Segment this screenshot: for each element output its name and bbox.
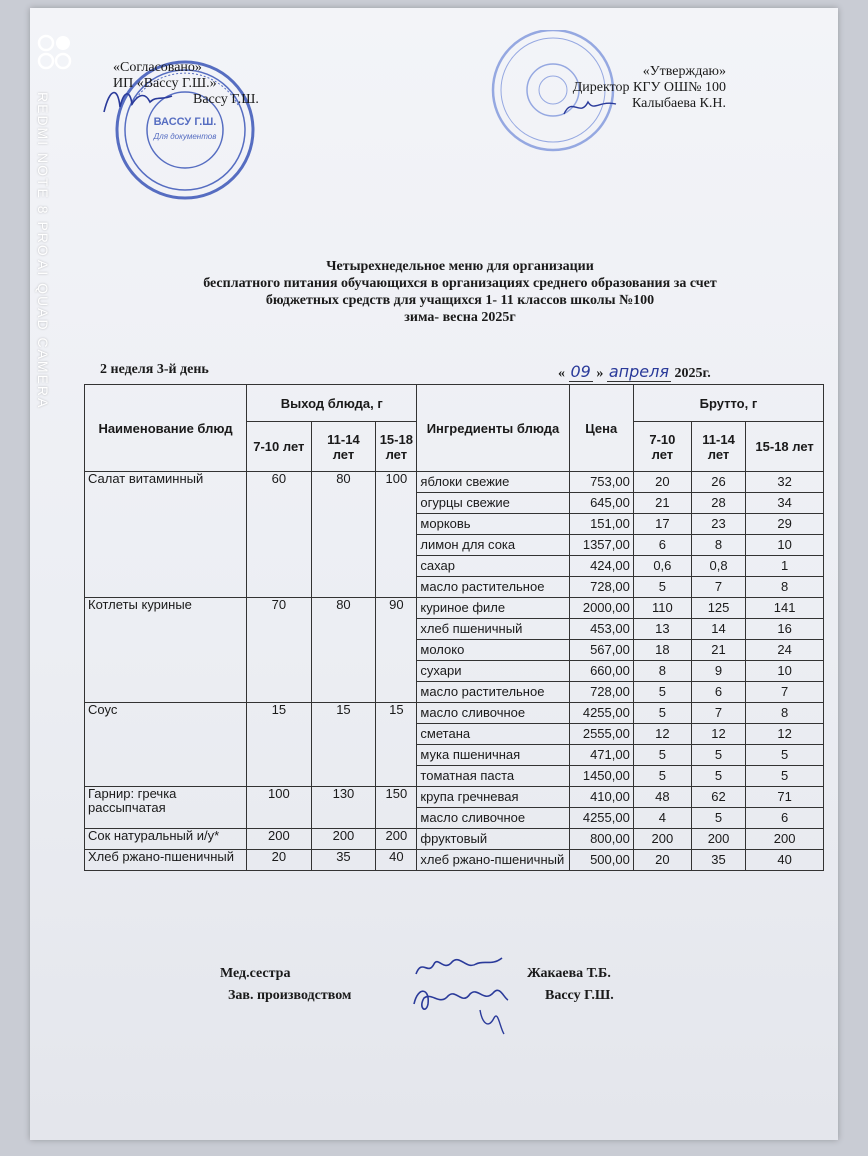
ingredient-price: 1450,00 — [569, 766, 633, 787]
ingredient-name: морковь — [417, 514, 569, 535]
ingredient-price: 645,00 — [569, 493, 633, 514]
table-row — [85, 850, 824, 871]
ingredient-price: 410,00 — [569, 787, 633, 808]
gross-age3: 5 — [746, 745, 824, 766]
table-row — [85, 598, 824, 619]
watermark-line1: REDMI NOTE 8 PRO — [35, 92, 51, 258]
header-price: Цена — [569, 385, 633, 472]
dish-name: Салат витаминный — [85, 472, 247, 598]
gross-age3: 32 — [746, 472, 824, 493]
approval-left-line3: Вассу Г.Ш. — [193, 92, 259, 107]
gross-age1: 8 — [633, 661, 691, 682]
gross-age2: 125 — [691, 598, 745, 619]
menu-table-body — [85, 472, 824, 871]
watermark-line2: AI QUAD CAMERA — [35, 259, 51, 410]
date-day: 09 — [570, 362, 591, 381]
table-row — [85, 787, 824, 808]
camera-dots-icon — [36, 34, 80, 74]
header-output-age1: 7-10 лет — [247, 422, 312, 472]
gross-age2: 14 — [691, 619, 745, 640]
gross-age1: 5 — [633, 766, 691, 787]
ingredient-name: куриное филе — [417, 598, 569, 619]
ingredient-price: 728,00 — [569, 682, 633, 703]
gross-age1: 5 — [633, 745, 691, 766]
date-quote-open: « — [558, 366, 565, 381]
ingredient-price: 1357,00 — [569, 535, 633, 556]
ingredient-price: 471,00 — [569, 745, 633, 766]
ingredient-price: 728,00 — [569, 577, 633, 598]
gross-age3: 8 — [746, 577, 824, 598]
gross-age2: 200 — [691, 829, 745, 850]
ingredient-price: 4255,00 — [569, 703, 633, 724]
dish-output-age2: 15 — [311, 703, 376, 787]
ingredient-name: томатная паста — [417, 766, 569, 787]
gross-age2: 7 — [691, 577, 745, 598]
gross-age3: 1 — [746, 556, 824, 577]
ingredient-price: 753,00 — [569, 472, 633, 493]
header-gross-age3: 15-18 лет — [746, 422, 824, 472]
approval-left-line2: ИП «Вассу Г.Ш.» — [113, 76, 217, 91]
title-line3: бюджетных средств для учащихся 1- 11 классов школы №100 — [265, 293, 655, 308]
camera-watermark — [34, 92, 52, 409]
ingredient-price: 2555,00 — [569, 724, 633, 745]
dish-output-age2: 130 — [311, 787, 376, 829]
ingredient-name: масло растительное — [417, 577, 569, 598]
table-row — [85, 472, 824, 493]
dish-output-age1: 60 — [247, 472, 312, 598]
gross-age3: 6 — [746, 808, 824, 829]
gross-age3: 10 — [746, 661, 824, 682]
title-line2: бесплатного питания обучающихся в организациях среднего образования за счет — [203, 276, 717, 291]
dish-output-age1: 15 — [247, 703, 312, 787]
gross-age1: 20 — [633, 472, 691, 493]
date-quote-close: » — [596, 366, 604, 381]
gross-age2: 23 — [691, 514, 745, 535]
dish-output-age1: 100 — [247, 787, 312, 829]
header-gross: Брутто, г — [633, 385, 823, 422]
gross-age1: 4 — [633, 808, 691, 829]
gross-age3: 16 — [746, 619, 824, 640]
gross-age3: 7 — [746, 682, 824, 703]
ingredient-name: хлеб ржано-пшеничный — [417, 850, 569, 871]
header-gross-age2: 11-14 лет — [691, 422, 745, 472]
gross-age3: 71 — [746, 787, 824, 808]
ingredient-name: масло сливочное — [417, 808, 569, 829]
dish-name: Соус — [85, 703, 247, 787]
gross-age3: 141 — [746, 598, 824, 619]
ingredient-price: 4255,00 — [569, 808, 633, 829]
week-day-label: 2 неделя 3-й день — [100, 362, 209, 377]
dish-output-age1: 70 — [247, 598, 312, 703]
gross-age3: 10 — [746, 535, 824, 556]
gross-age1: 0,6 — [633, 556, 691, 577]
gross-age2: 12 — [691, 724, 745, 745]
gross-age3: 5 — [746, 766, 824, 787]
signature-role2: Зав. производством — [228, 988, 352, 1003]
gross-age2: 9 — [691, 661, 745, 682]
dish-output-age1: 200 — [247, 829, 312, 850]
dish-name: Котлеты куриные — [85, 598, 247, 703]
approval-right-line1: «Утверждаю» — [642, 64, 726, 79]
signature-name1: Жакаева Т.Б. — [527, 966, 611, 981]
ingredient-name: молоко — [417, 640, 569, 661]
header-output: Выход блюда, г — [247, 385, 417, 422]
table-row — [85, 829, 824, 850]
ingredient-price: 500,00 — [569, 850, 633, 871]
gross-age1: 17 — [633, 514, 691, 535]
dish-output-age3: 100 — [376, 472, 417, 598]
gross-age2: 35 — [691, 850, 745, 871]
ingredient-name: лимон для сока — [417, 535, 569, 556]
ingredient-name: сахар — [417, 556, 569, 577]
gross-age1: 6 — [633, 535, 691, 556]
gross-age3: 29 — [746, 514, 824, 535]
approval-right-line2: Директор КГУ ОШ№ 100 — [572, 80, 726, 95]
ingredient-name: масло сливочное — [417, 703, 569, 724]
ingredient-name: хлеб пшеничный — [417, 619, 569, 640]
menu-date — [558, 362, 711, 382]
dish-name: Хлеб ржано-пшеничный — [85, 850, 247, 871]
title-line1: Четырехнедельное меню для организации — [326, 259, 594, 274]
signature-name2: Вассу Г.Ш. — [545, 988, 614, 1003]
dish-output-age3: 150 — [376, 787, 417, 829]
gross-age1: 20 — [633, 850, 691, 871]
ingredient-price: 2000,00 — [569, 598, 633, 619]
ingredient-name: крупа гречневая — [417, 787, 569, 808]
ingredient-price: 151,00 — [569, 514, 633, 535]
gross-age2: 5 — [691, 745, 745, 766]
gross-age1: 200 — [633, 829, 691, 850]
ingredient-name: сухари — [417, 661, 569, 682]
gross-age1: 48 — [633, 787, 691, 808]
approval-right-line3: Калыбаева К.Н. — [631, 96, 726, 111]
dish-output-age3: 90 — [376, 598, 417, 703]
ingredient-price: 424,00 — [569, 556, 633, 577]
date-month: апреля — [608, 362, 669, 381]
signature-right — [560, 92, 620, 122]
header-ingredients: Ингредиенты блюда — [417, 385, 569, 472]
gross-age3: 40 — [746, 850, 824, 871]
gross-age2: 62 — [691, 787, 745, 808]
dish-output-age3: 200 — [376, 829, 417, 850]
gross-age1: 5 — [633, 682, 691, 703]
header-output-age2: 11-14 лет — [311, 422, 376, 472]
header-gross-age1: 7-10 лет — [633, 422, 691, 472]
gross-age2: 28 — [691, 493, 745, 514]
ingredient-price: 567,00 — [569, 640, 633, 661]
gross-age2: 0,8 — [691, 556, 745, 577]
title-line4: зима- весна 2025г — [404, 310, 516, 325]
signature-handwritten — [408, 948, 518, 1038]
gross-age3: 200 — [746, 829, 824, 850]
document-title — [100, 258, 820, 326]
dish-name: Сок натуральный и/у* — [85, 829, 247, 850]
ingredient-price: 660,00 — [569, 661, 633, 682]
gross-age2: 26 — [691, 472, 745, 493]
gross-age3: 12 — [746, 724, 824, 745]
table-row — [85, 703, 824, 724]
gross-age2: 6 — [691, 682, 745, 703]
gross-age2: 5 — [691, 766, 745, 787]
dish-output-age2: 80 — [311, 598, 376, 703]
ingredient-name: огурцы свежие — [417, 493, 569, 514]
dish-output-age2: 80 — [311, 472, 376, 598]
header-dish: Наименование блюд — [85, 385, 247, 472]
dish-output-age1: 20 — [247, 850, 312, 871]
signature-role1: Мед.сестра — [220, 966, 291, 981]
header-output-age3: 15-18 лет — [376, 422, 417, 472]
ingredient-name: сметана — [417, 724, 569, 745]
ingredient-price: 800,00 — [569, 829, 633, 850]
gross-age1: 12 — [633, 724, 691, 745]
ingredient-name: мука пшеничная — [417, 745, 569, 766]
dish-output-age3: 15 — [376, 703, 417, 787]
gross-age2: 7 — [691, 703, 745, 724]
approval-left-line1: «Согласовано» — [113, 60, 202, 75]
stamp-left-sub: Для документов — [153, 132, 217, 141]
gross-age3: 8 — [746, 703, 824, 724]
dish-name: Гарнир: гречка рассыпчатая — [85, 787, 247, 829]
gross-age3: 34 — [746, 493, 824, 514]
ingredient-name: фруктовый — [417, 829, 569, 850]
ingredient-name: масло растительное — [417, 682, 569, 703]
gross-age3: 24 — [746, 640, 824, 661]
menu-table — [84, 384, 824, 871]
dish-output-age2: 200 — [311, 829, 376, 850]
gross-age1: 5 — [633, 577, 691, 598]
stamp-left-text: ВАССУ Г.Ш. — [153, 116, 217, 128]
gross-age1: 18 — [633, 640, 691, 661]
dish-output-age2: 35 — [311, 850, 376, 871]
gross-age2: 5 — [691, 808, 745, 829]
date-year: 2025г. — [674, 366, 711, 381]
gross-age1: 13 — [633, 619, 691, 640]
ingredient-name: яблоки свежие — [417, 472, 569, 493]
gross-age1: 21 — [633, 493, 691, 514]
dish-output-age3: 40 — [376, 850, 417, 871]
gross-age1: 5 — [633, 703, 691, 724]
ingredient-price: 453,00 — [569, 619, 633, 640]
gross-age2: 21 — [691, 640, 745, 661]
signature-left — [100, 82, 180, 122]
gross-age2: 8 — [691, 535, 745, 556]
gross-age1: 110 — [633, 598, 691, 619]
